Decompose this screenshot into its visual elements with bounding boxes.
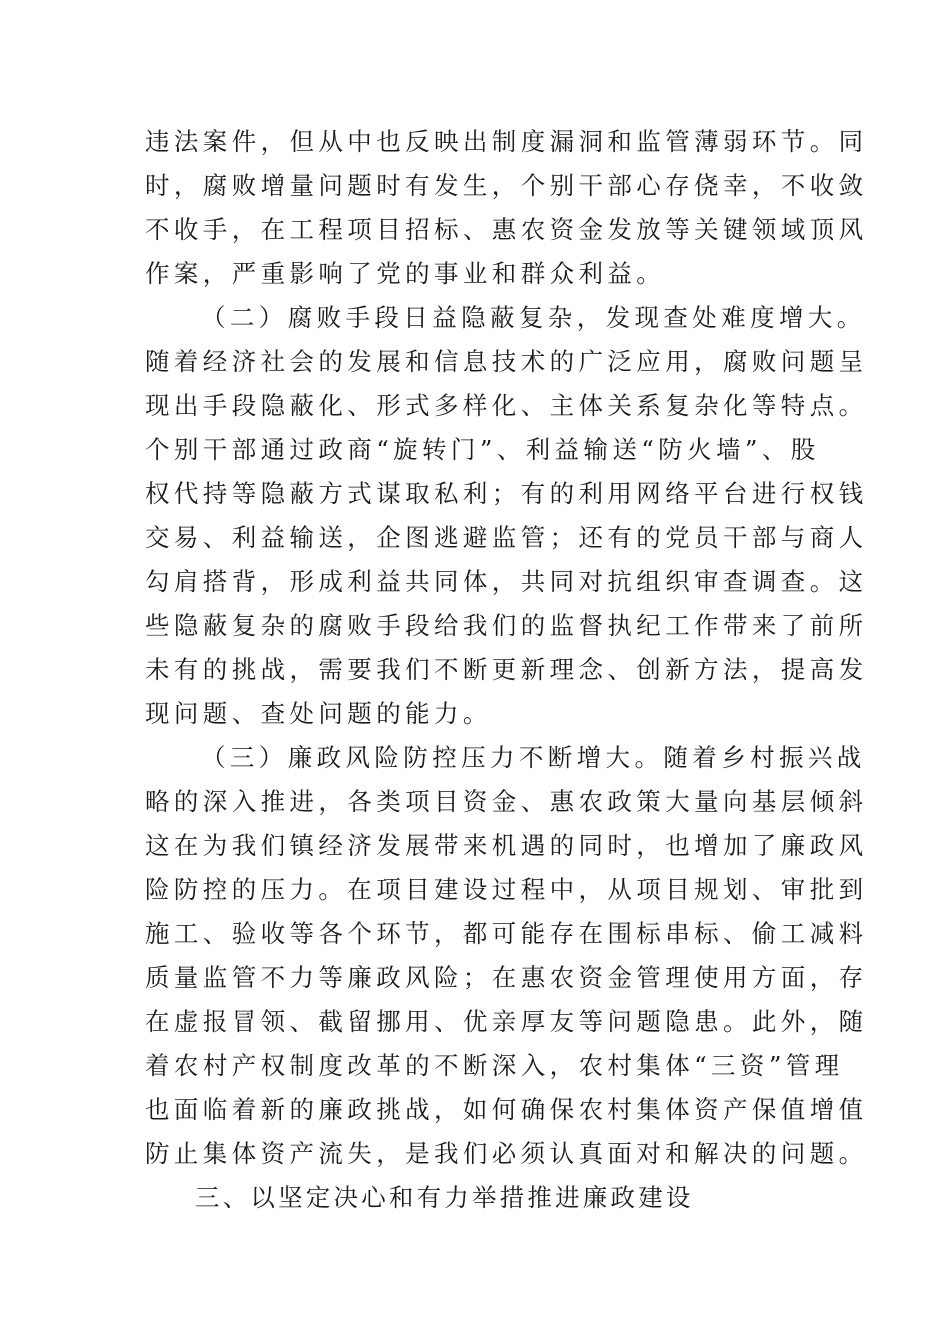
text-line: 权代持等隐蔽方式谋取私利；有的利用网络平台进行权钱 <box>145 479 868 508</box>
text-line: 这在为我们镇经济发展带来机遇的同时，也增加了廉政风 <box>145 831 868 860</box>
text-line: 防止集体资产流失，是我们必须认真面对和解决的问题。 <box>145 1139 868 1168</box>
text-line: 质量监管不力等廉政风险；在惠农资金管理使用方面，存 <box>145 963 868 992</box>
text-line: 勾肩搭背，形成利益共同体，共同对抗组织审查调查。这 <box>145 567 868 596</box>
text-line: （三）廉政风险防控压力不断增大。随着乡村振兴战 <box>201 743 866 772</box>
text-line: 些隐蔽复杂的腐败手段给我们的监督执纪工作带来了前所 <box>145 611 868 640</box>
text-line: 不收手，在工程项目招标、惠农资金发放等关键领域顶风 <box>145 215 868 244</box>
text-line: 略的深入推进，各类项目资金、惠农政策大量向基层倾斜 <box>145 787 868 816</box>
text-line: 也面临着新的廉政挑战，如何确保农村集体资产保值增值 <box>145 1095 868 1124</box>
text-line: 着农村产权制度改革的不断深入，农村集体“三资”管理 <box>145 1051 844 1080</box>
text-line: 时，腐败增量问题时有发生，个别干部心存侥幸，不收敛 <box>145 171 868 200</box>
text-line: 个别干部通过政商“旋转门”、利益输送“防火墙”、股 <box>145 435 820 464</box>
text-line: 现问题、查处问题的能力。 <box>145 699 492 728</box>
text-line: 在虚报冒领、截留挪用、优亲厚友等问题隐患。此外，随 <box>145 1007 868 1036</box>
text-line: 施工、验收等各个环节，都可能存在围标串标、偷工减料 <box>145 919 868 948</box>
text-line: 随着经济社会的发展和信息技术的广泛应用，腐败问题呈 <box>145 347 868 376</box>
text-line: 交易、利益输送，企图逃避监管；还有的党员干部与商人 <box>145 523 868 552</box>
text-line: 未有的挑战，需要我们不断更新理念、创新方法，提高发 <box>145 655 868 684</box>
text-line: 作案，严重影响了党的事业和群众利益。 <box>145 259 666 288</box>
text-line: 违法案件，但从中也反映出制度漏洞和监管薄弱环节。同 <box>145 127 868 156</box>
text-line: （二）腐败手段日益隐蔽复杂，发现查处难度增大。 <box>201 303 866 332</box>
text-line: 险防控的压力。在项目建设过程中，从项目规划、审批到 <box>145 875 868 904</box>
section-heading: 三、以坚定决心和有力举措推进廉政建设 <box>195 1183 694 1212</box>
text-line: 现出手段隐蔽化、形式多样化、主体关系复杂化等特点。 <box>145 391 868 420</box>
